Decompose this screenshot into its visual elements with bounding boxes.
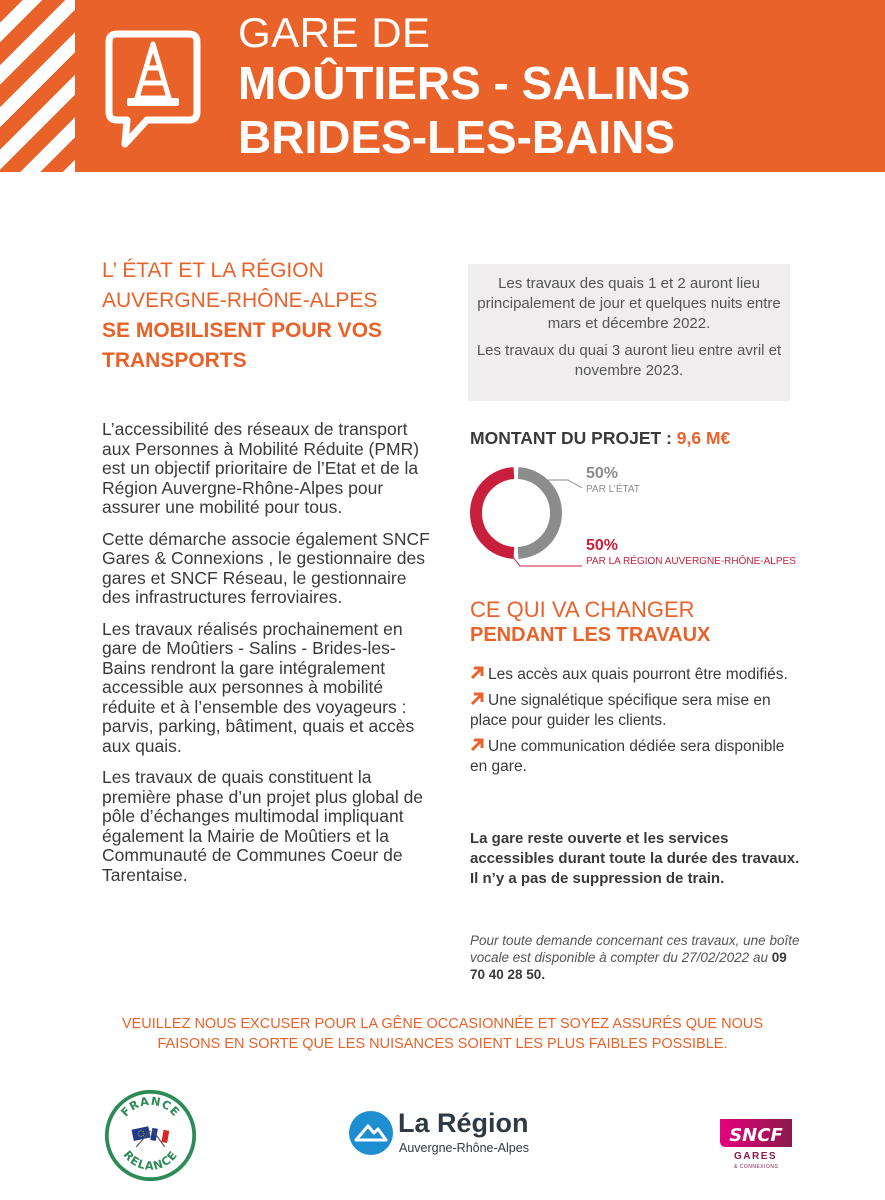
donut-slice-1 bbox=[476, 473, 514, 553]
list-item bbox=[470, 665, 800, 685]
title-line-1: GARE DE bbox=[238, 9, 431, 56]
title-line-3: BRIDES-LES-BAINS bbox=[238, 111, 676, 163]
contact-text: Pour toute demande concernant ces travaux, une boîte vocale est disponible à compter du 27/02/2022 au bbox=[470, 933, 800, 965]
arrow-up-right-icon bbox=[470, 692, 484, 706]
apology-line-1: VEUILLEZ NOUS EXCUSER POUR LA GÊNE OCCASIONNÉE ET SOYEZ ASSURÉS QUE NOUS bbox=[121, 1016, 764, 1032]
left-column bbox=[102, 256, 432, 897]
intro-line-4: TRANSPORTS bbox=[102, 349, 247, 372]
project-amount-label: MONTANT DU PROJET : bbox=[470, 428, 677, 448]
donut-slice-0 bbox=[518, 473, 556, 553]
paragraph: L’accessibilité des réseaux de transport aux Personnes à Mobilité Réduite (PMR) est un objectif prioritaire de l’Etat et de la Région Auvergne-Rhône-Alpes pour assurer une mobilité pour tous. bbox=[102, 419, 420, 517]
chart-category-label: PAR L’ÉTAT bbox=[586, 484, 640, 495]
list-item bbox=[470, 737, 800, 777]
header-stripes bbox=[0, 0, 75, 172]
title-line-2: MOÛTIERS - SALINS bbox=[238, 57, 691, 109]
station-open-note: La gare reste ouverte et les services accessibles durant toute la durée des travaux. Il n’y a pas de suppression de train. bbox=[470, 830, 800, 887]
arrow-up-right-icon bbox=[470, 738, 484, 752]
project-amount-value: 9,6 M€ bbox=[676, 428, 731, 448]
schedule-text-1: Les travaux des quais 1 et 2 auront lieu principalement de jour et quelques nuits entre mars et décembre 2022. bbox=[477, 275, 781, 332]
intro-line-2: AUVERGNE-RHÔNE-ALPES bbox=[102, 289, 378, 312]
chart-value-label: 50% bbox=[586, 465, 619, 482]
sncf-connexions-label: & CONNEXIONS bbox=[734, 1164, 779, 1170]
region-logo-subtitle: Auvergne-Rhône-Alpes bbox=[399, 1141, 529, 1155]
changes-heading-line-2: PENDANT LES TRAVAUX bbox=[470, 624, 711, 646]
contact-note bbox=[470, 932, 800, 983]
contact-phone: 09 70 40 28 50. bbox=[470, 950, 787, 982]
funding-donut-chart bbox=[466, 463, 566, 563]
schedule-text-2: Les travaux du quai 3 auront lieu entre avril et novembre 2023. bbox=[476, 342, 782, 379]
apology-note bbox=[60, 1014, 825, 1054]
changes-heading bbox=[470, 597, 710, 647]
schedule-infobox bbox=[468, 264, 790, 401]
arrow-up-right-icon bbox=[470, 666, 484, 680]
page-title bbox=[238, 10, 690, 164]
paragraph: Les travaux de quais constituent la première phase d’un projet plus global de pôle d’échanges multimodal impliquant également la Mairie de Moûtiers et la Communauté de Communes Coeur de Tarentaise. bbox=[102, 767, 424, 885]
list-item-text: Les accès aux quais pourront être modifiés. bbox=[488, 666, 788, 683]
intro-line-3: SE MOBILISENT POUR VOS bbox=[102, 319, 383, 342]
list-item bbox=[470, 691, 800, 731]
paragraph: Les travaux réalisés prochainement en gare de Moûtiers - Salins - Brides-les-Bains rendront la gare intégralement accessible aux personnes à mobilité réduite et à l’ensemble des voyageurs : parvis, parking, bâtiment, quais et accès aux quais. bbox=[102, 618, 415, 756]
svg-text:SNCF: SNCF bbox=[729, 1125, 783, 1146]
project-amount bbox=[470, 428, 730, 449]
list-item-text: Une signalétique spécifique sera mise en place pour guider les clients. bbox=[470, 692, 771, 729]
region-logo-icon bbox=[348, 1110, 394, 1156]
paragraph: Cette démarche associe également SNCF Gares & Connexions , le gestionnaire des gares et SNCF Réseau, le gestionnaire des infrastructures ferroviaires. bbox=[102, 528, 430, 607]
list-item-text: Une communication dédiée sera disponible en gare. bbox=[470, 738, 785, 775]
changes-list bbox=[470, 665, 800, 783]
changes-heading-line-1: CE QUI VA CHANGER bbox=[470, 597, 695, 622]
svg-text:RELANCE: RELANCE bbox=[120, 1147, 181, 1173]
traffic-cone-speech-bubble-icon bbox=[103, 28, 203, 153]
intro-line-1: L’ ÉTAT ET LA RÉGION bbox=[102, 259, 324, 282]
apology-line-2: FAISONS EN SORTE QUE LES NUISANCES SOIENT LES PLUS FAIBLES POSSIBLE. bbox=[157, 1036, 728, 1052]
chart-category-label: PAR LA RÉGION AUVERGNE-RHÔNE-ALPES bbox=[586, 556, 796, 567]
region-logo-name: La Région bbox=[398, 1108, 529, 1138]
sncf-gares-logo bbox=[716, 1113, 796, 1183]
chart-value-label: 50% bbox=[586, 537, 619, 554]
france-relance-logo bbox=[103, 1088, 198, 1183]
svg-text:FRANCE: FRANCE bbox=[117, 1093, 184, 1120]
sncf-gares-label: GARES bbox=[734, 1151, 778, 1162]
